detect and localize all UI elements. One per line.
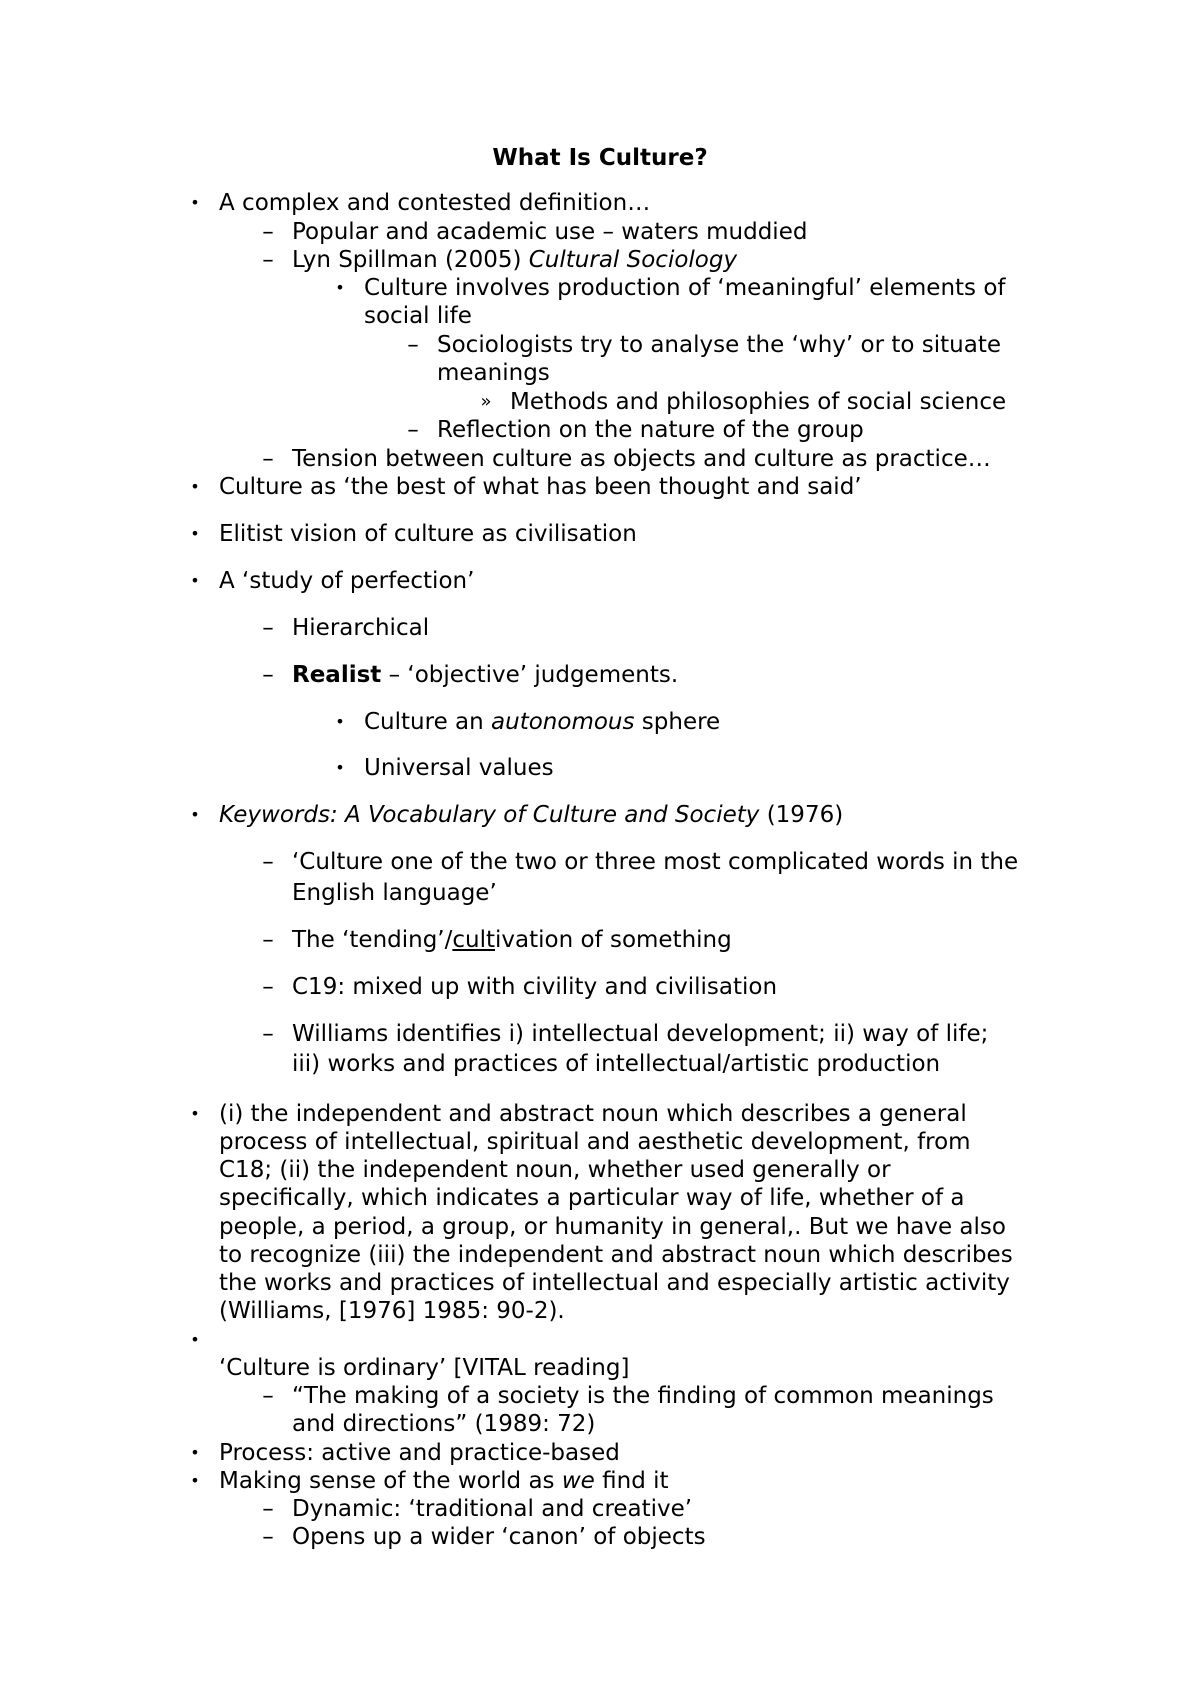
text-run: social life xyxy=(364,303,472,329)
outline-line xyxy=(480,388,1007,416)
text-run: Process: active and practice-based xyxy=(219,1440,620,1466)
text-run: Culture involves production of ‘meaningful’ elements of xyxy=(364,275,1006,301)
text-run: Realist xyxy=(292,662,382,688)
dash-marker: – xyxy=(407,417,419,443)
text-run: Lyn Spillman (2005) xyxy=(292,247,529,273)
text-run: ‘Culture one of the two or three most complicated words in the xyxy=(292,849,1019,875)
text-run: Cultural Sociology xyxy=(528,247,738,273)
outline-line xyxy=(219,1297,565,1325)
text-run: Making sense of the world as xyxy=(219,1468,562,1494)
outline-line xyxy=(364,302,472,330)
bullet-marker: • xyxy=(190,1104,200,1123)
outline-line xyxy=(262,246,738,274)
text-run: ‘Culture is ordinary’ [VITAL reading] xyxy=(219,1355,630,1381)
outline-line xyxy=(437,359,550,387)
text-run: A complex and contested definition… xyxy=(219,190,651,216)
outline-line xyxy=(219,1354,629,1382)
text-run: (Williams, [1976] 1985: 90-2). xyxy=(219,1298,565,1324)
bullet-marker: • xyxy=(335,712,345,731)
dash-marker: – xyxy=(407,332,419,358)
outline-line xyxy=(262,1382,994,1410)
dash-marker: – xyxy=(262,849,274,875)
text-run: “The making of a society is the finding of common meanings xyxy=(292,1383,994,1409)
text-run: people, a period, a group, or humanity in general,. But we have also xyxy=(219,1214,1006,1240)
text-run: Elitist vision of culture as civilisation xyxy=(219,521,637,547)
text-run: – ‘objective’ judgements. xyxy=(381,662,679,688)
text-run: Culture an xyxy=(364,709,492,735)
outline-line xyxy=(262,1495,693,1523)
text-run: ivation of something xyxy=(495,927,732,953)
dash-marker: – xyxy=(262,247,274,273)
page-title: What Is Culture? xyxy=(492,145,708,171)
outline-line xyxy=(190,1100,967,1128)
text-run: meanings xyxy=(437,360,550,386)
bullet-marker: • xyxy=(190,193,200,212)
outline-line xyxy=(262,614,430,642)
dash-marker: – xyxy=(262,446,274,472)
text-run: Hierarchical xyxy=(292,615,430,641)
text-run: to recognize (iii) the independent and abstract noun which describes xyxy=(219,1242,1013,1268)
text-run: Universal values xyxy=(364,755,554,781)
outline-line xyxy=(407,416,864,444)
text-run: find it xyxy=(594,1468,669,1494)
text-run: Popular and academic use – waters muddied xyxy=(292,219,808,245)
outline-line xyxy=(219,1213,1006,1241)
text-run: Reflection on the nature of the group xyxy=(437,417,864,443)
text-run: and directions” (1989: 72) xyxy=(292,1411,596,1437)
dash-marker: – xyxy=(262,615,274,641)
text-run: we xyxy=(561,1468,595,1494)
bullet-marker: • xyxy=(190,1443,200,1462)
outline-line xyxy=(292,879,497,907)
dash-marker: – xyxy=(262,974,274,1000)
text-run: The ‘tending’/ xyxy=(292,927,453,953)
outline-line xyxy=(190,567,475,595)
dash-marker: – xyxy=(262,219,274,245)
dash-marker: – xyxy=(262,1383,274,1409)
outline-line xyxy=(262,926,732,954)
bullet-marker: • xyxy=(335,758,345,777)
outline-line xyxy=(262,445,991,473)
outline-line xyxy=(262,1523,706,1551)
text-run: the works and practices of intellectual and especially artistic activity xyxy=(219,1270,1010,1296)
outline-line xyxy=(219,1184,965,1212)
bullet-marker: • xyxy=(190,805,200,824)
outline-line xyxy=(190,1467,669,1495)
outline-line xyxy=(262,661,679,689)
outline-line xyxy=(292,1050,940,1078)
text-run: (i) the independent and abstract noun which describes a general xyxy=(219,1101,967,1127)
text-run: Culture as ‘the best of what has been thought and said’ xyxy=(219,474,862,500)
outline-line xyxy=(190,520,637,548)
text-run: sphere xyxy=(634,709,721,735)
text-run: A ‘study of perfection’ xyxy=(219,568,475,594)
text-run: Sociologists try to analyse the ‘why’ or to situate xyxy=(437,332,1001,358)
outline-line xyxy=(407,331,1001,359)
text-run: autonomous xyxy=(491,709,635,735)
dash-marker: – xyxy=(262,1021,274,1047)
text-run: Williams identifies i) intellectual development; ii) way of life; xyxy=(292,1021,989,1047)
bullet-marker: • xyxy=(190,1330,200,1349)
text-run: English language’ xyxy=(292,880,497,906)
outline-line xyxy=(335,708,721,736)
text-run: C19: mixed up with civility and civilisation xyxy=(292,974,778,1000)
outline-line xyxy=(190,189,651,217)
text-run: Opens up a wider ‘canon’ of objects xyxy=(292,1524,706,1550)
outline-line xyxy=(262,848,1019,876)
outline-line xyxy=(262,1020,989,1048)
outline-line xyxy=(335,754,554,782)
outline-line xyxy=(219,1269,1010,1297)
dash-marker: – xyxy=(262,1524,274,1550)
dash-marker: – xyxy=(262,927,274,953)
outline-line xyxy=(190,1439,620,1467)
arrow-marker: » xyxy=(480,391,492,412)
text-run: C18; (ii) the independent noun, whether used generally or xyxy=(219,1157,891,1183)
text-run: (1976) xyxy=(759,802,844,828)
text-run: Dynamic: ‘traditional and creative’ xyxy=(292,1496,693,1522)
text-run: specifically, which indicates a particular way of life, whether of a xyxy=(219,1185,965,1211)
outline-line xyxy=(335,274,1006,302)
outline-line xyxy=(219,1241,1013,1269)
bullet-marker: • xyxy=(190,1471,200,1490)
outline-line xyxy=(219,1156,891,1184)
dash-marker: – xyxy=(262,662,274,688)
text-run: iii) works and practices of intellectual/artistic production xyxy=(292,1051,941,1077)
bullet-marker: • xyxy=(190,477,200,496)
outline-line xyxy=(262,973,778,1001)
outline-line xyxy=(262,218,808,246)
outline-line xyxy=(292,1410,595,1438)
text-run: process of intellectual, spiritual and aesthetic development, from xyxy=(219,1129,971,1155)
dash-marker: – xyxy=(262,1496,274,1522)
text-run: cult xyxy=(452,927,496,953)
text-run: Tension between culture as objects and culture as practice… xyxy=(292,446,991,472)
bullet-marker: • xyxy=(335,278,345,297)
outline-line xyxy=(190,473,862,501)
text-run: Keywords: A Vocabulary of Culture and Society xyxy=(219,802,760,828)
outline-line xyxy=(219,1128,971,1156)
outline-line xyxy=(190,801,844,829)
bullet-marker: • xyxy=(190,524,200,543)
bullet-marker: • xyxy=(190,571,200,590)
text-run: Methods and philosophies of social science xyxy=(510,389,1007,415)
